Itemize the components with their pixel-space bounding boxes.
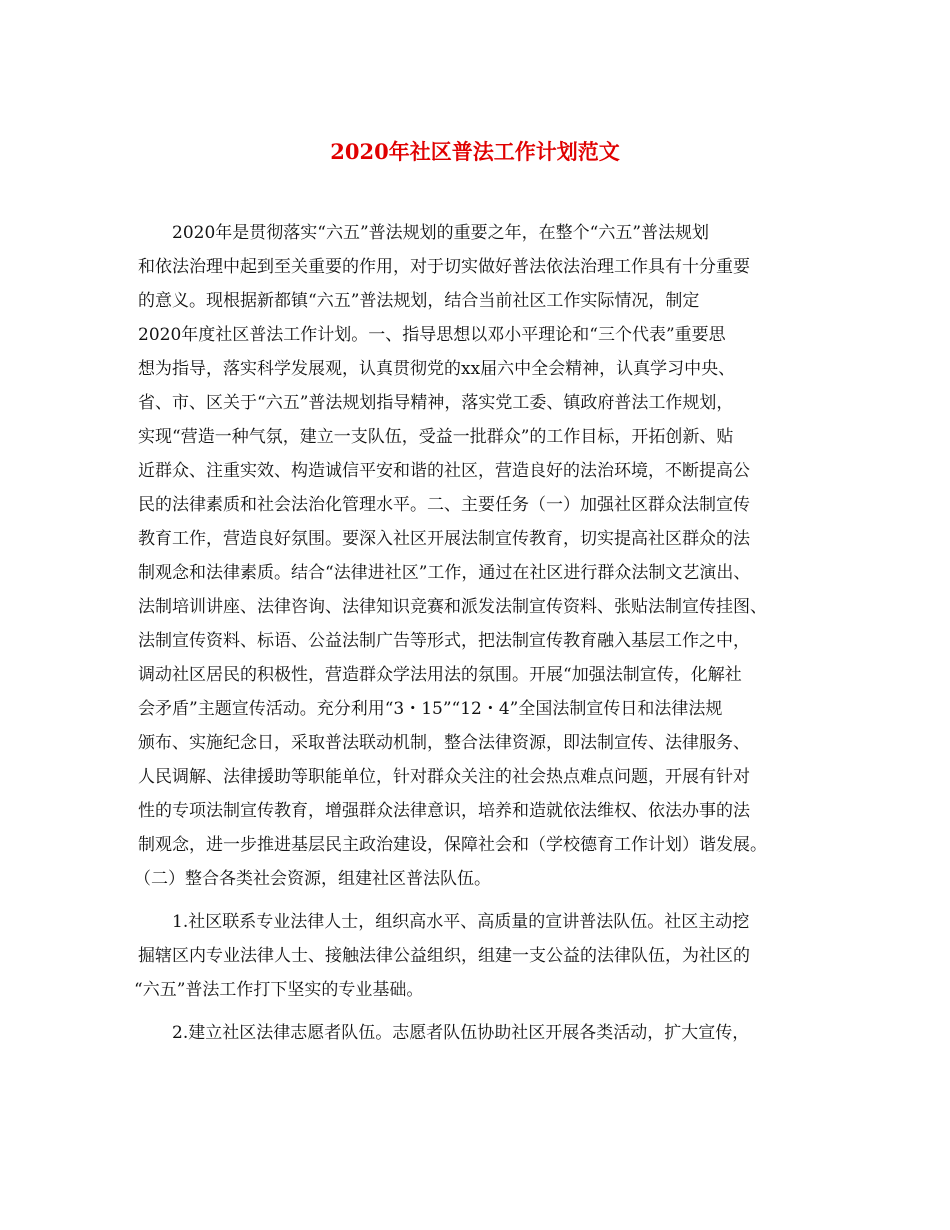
paragraph-line: 2.建立社区法律志愿者队伍。志愿者队伍协助社区开展各类活动，扩大宣传， [172, 1023, 750, 1043]
paragraph-line: 法制宣传资料、标语、公益法制广告等形式，把法制宣传教育融入基层工作之中， [138, 631, 750, 651]
paragraph-line: 近群众、注重实效、构造诚信平安和谐的社区，营造良好的法治环境，不断提高公 [138, 461, 750, 481]
paragraph-line: 1.社区联系专业法律人士，组织高水平、高质量的宣讲普法队伍。社区主动挖 [172, 912, 750, 932]
paragraph-line: 颁布、实施纪念日，采取普法联动机制，整合法律资源，即法制宣传、法律服务、 [138, 733, 750, 753]
paragraph-line: 教育工作，营造良好氛围。要深入社区开展法制宣传教育，切实提高社区群众的法 [138, 529, 750, 549]
paragraph-line: 2020年是贯彻落实“六五”普法规划的重要之年，在整个“六五”普法规划 [172, 223, 710, 243]
paragraph-line: 调动社区居民的积极性，营造群众学法用法的氛围。开展“加强法制宣传，化解社 [138, 665, 742, 685]
paragraph-line: 性的专项法制宣传教育，增强群众法律意识，培养和造就依法维权、依法办事的法 [138, 801, 750, 821]
paragraph-line: 省、市、区关于“六五”普法规划指导精神，落实党工委、镇政府普法工作规划， [138, 393, 734, 413]
paragraph-line: 2020年度社区普法工作计划。一、指导思想以邓小平理论和“三个代表”重要思 [138, 325, 726, 345]
paragraph-line: 和依法治理中起到至关重要的作用，对于切实做好普法依法治理工作具有十分重要 [138, 257, 750, 277]
paragraph-line: 的意义。现根据新都镇“六五”普法规划，结合当前社区工作实际情况，制定 [138, 291, 700, 311]
paragraph-line: 掘辖区内专业法律人士、接触法律公益组织，组建一支公益的法律队伍，为社区的 [138, 946, 750, 966]
paragraph-line: 想为指导，落实科学发展观，认真贯彻党的xx届六中全会精神，认真学习中央、 [138, 359, 736, 379]
paragraph-line: 会矛盾”主题宣传活动。充分利用“3・15”“12・4”全国法制宣传日和法律法规 [138, 699, 723, 719]
paragraph-line: 实现“营造一种气氛，建立一支队伍，受益一批群众”的工作目标，开拓创新、贴 [138, 427, 734, 447]
paragraph-line: 法制培训讲座、法律咨询、法律知识竞赛和派发法制宣传资料、张贴法制宣传挂图、 [138, 597, 767, 617]
paragraph-line: “六五”普法工作打下坚实的专业基础。 [134, 980, 424, 1000]
document-title: 2020年社区普法工作计划范文 [330, 139, 620, 164]
paragraph-line: 民的法律素质和社会法治化管理水平。二、主要任务（一）加强社区群众法制宣传 [138, 495, 750, 515]
paragraph-line: 制观念和法律素质。结合“法律进社区”工作，通过在社区进行群众法制文艺演出、 [138, 563, 751, 583]
paragraph-line: 人民调解、法律援助等职能单位，针对群众关注的社会热点难点问题，开展有针对 [138, 767, 750, 787]
paragraph-line: 制观念，进一步推进基层民主政治建设，保障社会和（学校德育工作计划）谐发展。 [138, 835, 767, 855]
paragraph-line: （二）整合各类社会资源，组建社区普法队伍。 [134, 869, 491, 889]
